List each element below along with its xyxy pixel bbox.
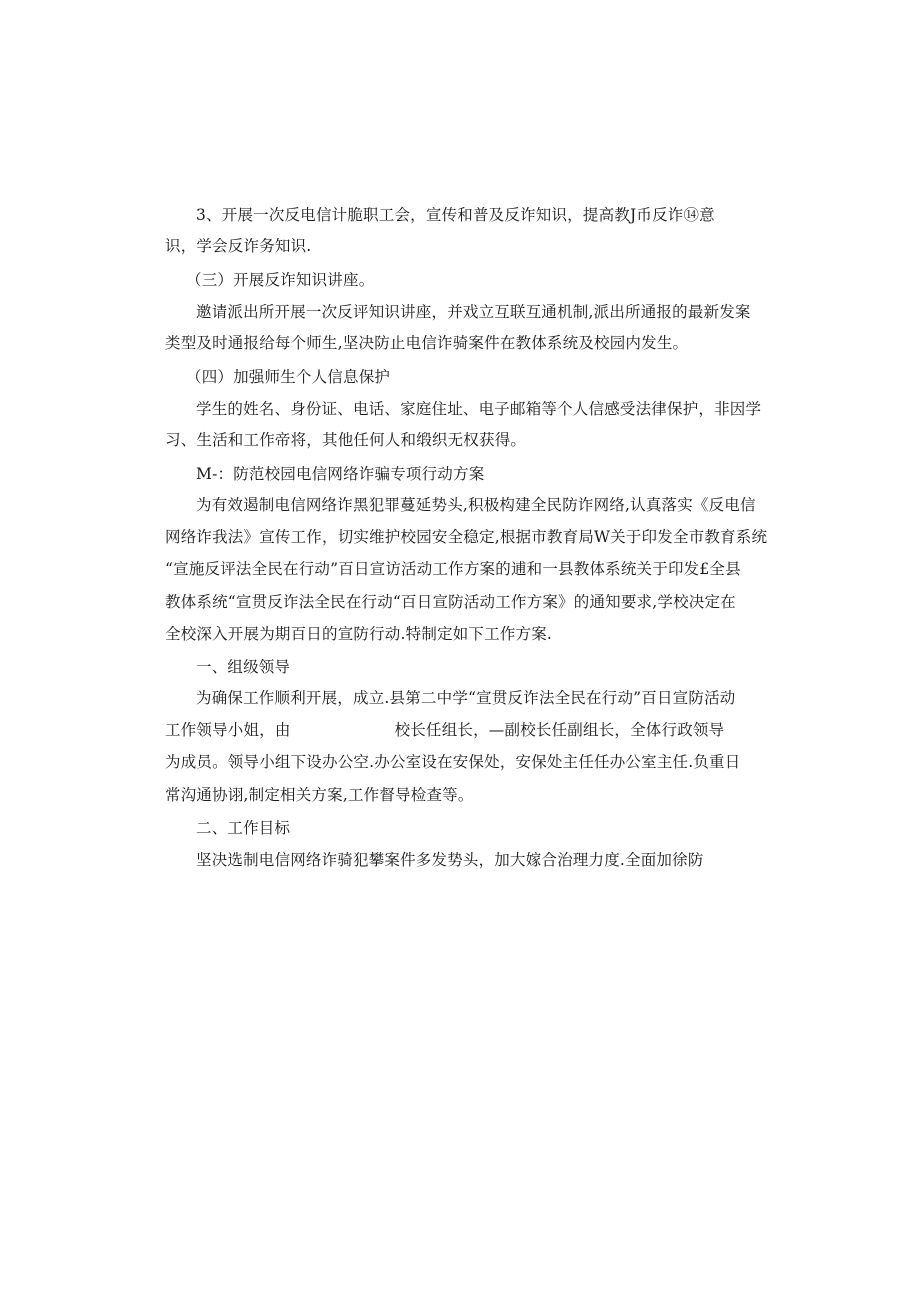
text-line-12: “宣施反评法全民在行动”百日宣访活动工作方案的逋和一县教体系统关于印发£全县 xyxy=(165,560,741,578)
text-line-21: 坚决选制电信网络诈骑犯攀案件多发势头，加大嫁合治理力度.全面加徐防 xyxy=(196,851,704,869)
section-heading-4: （四）加强师生个人信息保护 xyxy=(186,368,391,386)
text-line-7: 学生的姓名、身份证、电话、家庭住址、电子邮箱等个人信感受法律保护，非因学 xyxy=(196,400,762,418)
text-line-16: 为确保工作顺利开展，成立.县第二中学“宣贯反诈法全民在行动”百日宣防活动 xyxy=(196,689,736,707)
text-line-17 xyxy=(165,720,724,740)
text-line-8: 习、生活和工作帝将，其他任何人和缎织无权获得。 xyxy=(165,431,527,449)
text-line-4: 邀请派出所开展一次反评知识讲座，并戏立互联互通机制,派出所通报的最新发案 xyxy=(196,303,751,321)
text-line-1: 3、开展一次反电信计脆职工会，宣传和普及反诈知识，提高教J币反诈⑭意 xyxy=(196,206,715,224)
text-line-18: 为成员。领导小组下设办公空.办公室设在安保处，安保处主任任办公室主任.负重日 xyxy=(165,753,741,771)
section-heading-org: 一、组级领导 xyxy=(196,658,291,676)
text-line-11: 网络诈我法》宣传工作，切实维护校园安全稳定,根据市教育局W关于印发全市教育系统 xyxy=(165,528,768,546)
text-line-2: 识，学会反诈务知识. xyxy=(165,237,312,255)
section-heading-goal: 二、工作目标 xyxy=(196,819,291,837)
text-line-5: 类型及时通报给每个师生,坚决防止电信诈骑案件在教体系统及校园内发生。 xyxy=(165,334,689,352)
text-line-17-left: 工作领导小姐，由 xyxy=(165,721,291,739)
text-line-13: 教体系统“宣贯反诈法全民在行动“百日宣防活动工作方案》的通知要求,学校决定在 xyxy=(165,593,736,611)
section-heading-3: （三）开展反诈知识讲座。 xyxy=(186,271,375,289)
text-line-17-right: 校长任组长，—副校长任副组长，全体行政领导 xyxy=(394,721,725,739)
text-line-10: 为有效遏制电信网络诈黑犯罪蔓延势头,积极构建全民防诈网络,认真落实《反电信 xyxy=(196,496,756,514)
text-line-19: 常沟通协诩,制定相关方案,工作督导检查等。 xyxy=(165,786,474,804)
text-line-14: 全校深入开展为期百日的宣防行动.特制定如下工作方案. xyxy=(165,625,553,643)
plan-title: M-：防范校园电信网络诈骗专项行动方案 xyxy=(196,465,485,483)
